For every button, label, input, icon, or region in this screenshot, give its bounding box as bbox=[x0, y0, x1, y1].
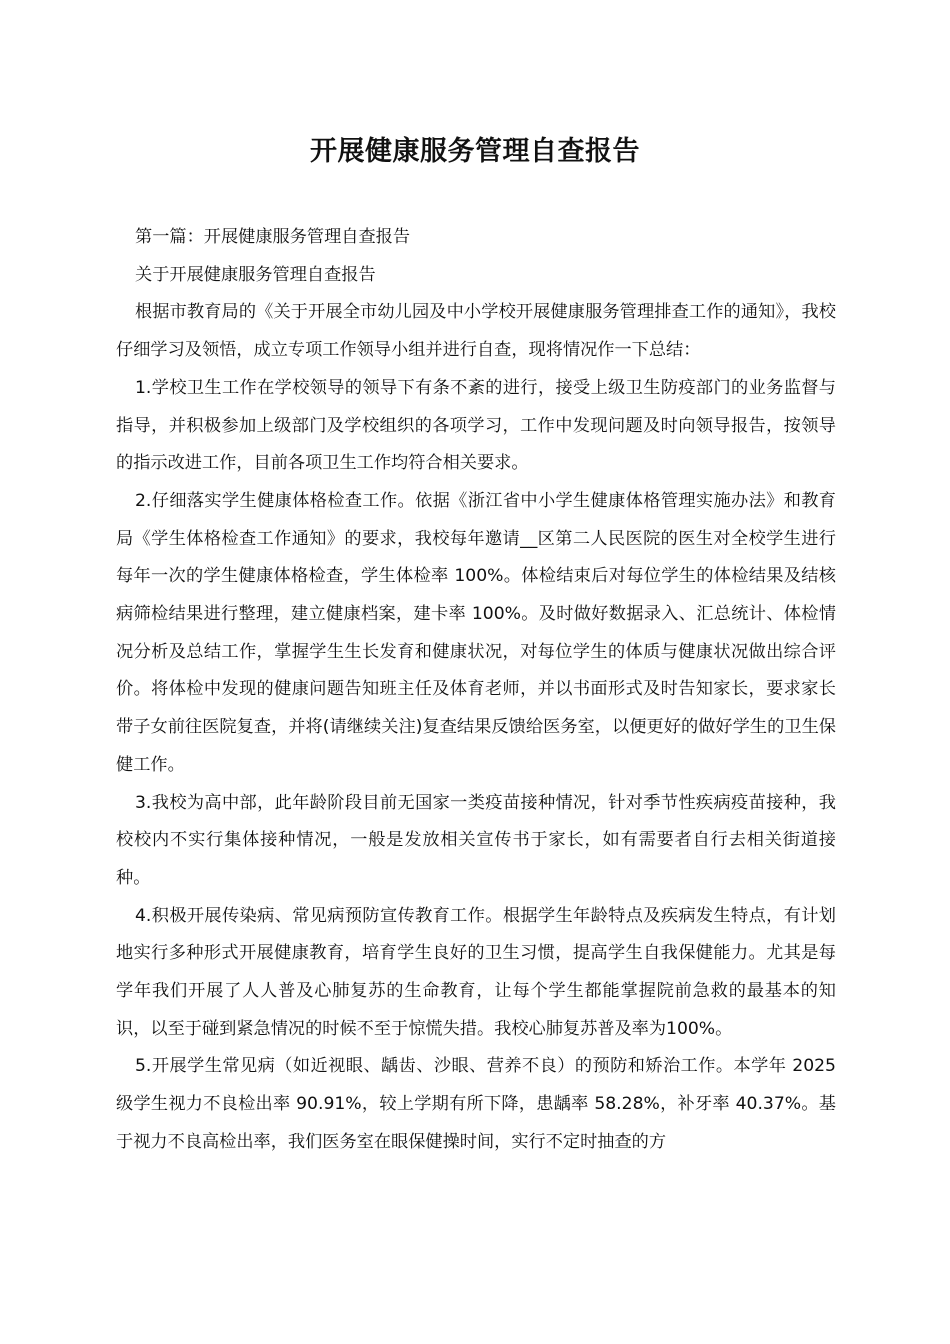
document-body bbox=[116, 219, 836, 1162]
item-paragraph-4: 4.积极开展传染病、常见病预防宣传教育工作。根据学生年龄特点及疾病发生特点，有计划地实行多种形式开展健康教育，培育学生良好的卫生习惯，提高学生自我保健能力。尤其是每学年我们开展了人人普及心肺复苏的生命教育，让每个学生都能掌握院前急救的最基本的知识，以至于碰到紧急情况的时候不至于惊慌失措。我校心肺复苏普及率为100%。 bbox=[116, 905, 836, 1039]
item-paragraph-2: 2.仔细落实学生健康体格检查工作。依据《浙江省中小学生健康体格管理实施办法》和教育局《学生体格检查工作通知》的要求，我校每年邀请__区第二人民医院的医生对全校学生进行每年一次的学生健康体格检查，学生体检率 100%。体检结束后对每位学生的体检结果及结核病筛检结果进行整理，建立健康档案，建卡率 100%。及时做好数据录入、汇总统计、体检情况分析及总结工作，掌握学生生长发育和健康状况，对每位学生的体质与健康状况做出综合评价。将体检中发现的健康问题告知班主任及体育老师，并以书面形式及时告知家长，要求家长带子女前往医院复查，并将(请继续关注)复查结果反馈给医务室，以便更好的做好学生的卫生保健工作。 bbox=[116, 490, 836, 775]
item-paragraph-1: 1.学校卫生工作在学校领导的领导下有条不紊的进行，接受上级卫生防疫部门的业务监督与指导，并积极参加上级部门及学校组织的各项学习，工作中发现问题及时向领导报告，按领导的指示改进工作，目前各项卫生工作均符合相关要求。 bbox=[116, 377, 836, 474]
item-paragraph-3: 3.我校为高中部，此年龄阶段目前无国家一类疫苗接种情况，针对季节性疾病疫苗接种，我校校内不实行集体接种情况，一般是发放相关宣传书于家长，如有需要者自行去相关街道接种。 bbox=[116, 792, 836, 888]
intro-paragraph: 根据市教育局的《关于开展全市幼儿园及中小学校开展健康服务管理排查工作的通知》，我校仔细学习及领悟，成立专项工作领导小组并进行自查，现将情况作一下总结： bbox=[116, 302, 836, 361]
section-heading: 第一篇：开展健康服务管理自查报告 bbox=[135, 227, 411, 247]
report-subtitle: 关于开展健康服务管理自查报告 bbox=[135, 264, 376, 285]
document-title: 开展健康服务管理自查报告 bbox=[310, 136, 640, 167]
item-paragraph-5: 5.开展学生常见病（如近视眼、龋齿、沙眼、营养不良）的预防和矫治工作。本学年 2025 级学生视力不良检出率 90.91%，较上学期有所下降，患龋率 58.28%，补牙率 40.37%。基于视力不良高检出率，我们医务室在眼保健操时间，实行不定时抽查的方 bbox=[116, 1056, 836, 1152]
